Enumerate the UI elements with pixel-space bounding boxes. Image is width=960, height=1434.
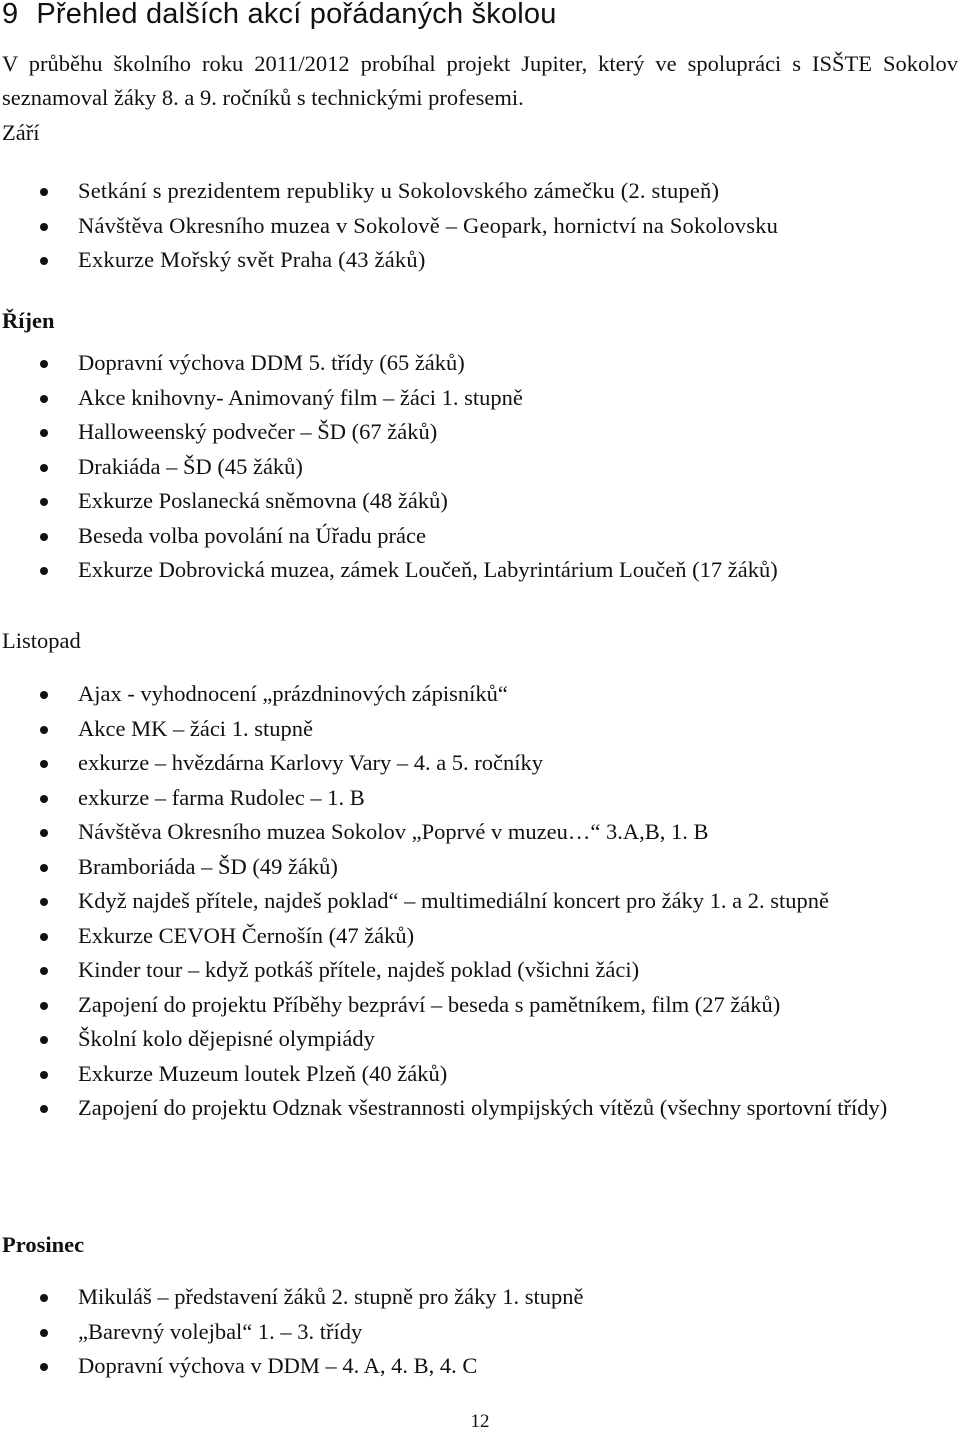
bullet-icon	[40, 188, 48, 196]
bullet-icon	[40, 760, 48, 768]
list-item: Akce MK – žáci 1. stupně	[0, 712, 958, 747]
bullet-icon	[40, 223, 48, 231]
bullet-icon	[40, 257, 48, 265]
page-number: 12	[470, 1411, 490, 1432]
bullet-icon	[40, 1036, 48, 1044]
event-list-listopad	[0, 677, 960, 1126]
bullet-icon	[40, 498, 48, 506]
list-item: Beseda volba povolání na Úřadu práce	[0, 519, 958, 554]
bullet-icon	[40, 1329, 48, 1337]
list-item: Zapojení do projektu Odznak všestrannosti olympijských vítězů (všechny sportovní třídy)	[0, 1091, 958, 1126]
section-title: Přehled dalších akcí pořádaných školou	[36, 0, 557, 30]
section-heading	[2, 0, 557, 31]
bullet-icon	[40, 864, 48, 872]
list-item: Když najdeš přítele, najdeš poklad“ – multimediální koncert pro žáky 1. a 2. stupně	[0, 884, 958, 919]
list-item: Exkurze Poslanecká sněmovna (48 žáků)	[0, 484, 958, 519]
list-item: Zapojení do projektu Příběhy bezpráví – beseda s pamětníkem, film (27 žáků)	[0, 988, 958, 1023]
list-item: exkurze – farma Rudolec – 1. B	[0, 781, 958, 816]
event-list-rijen	[0, 346, 960, 588]
section-number: 9	[2, 0, 19, 30]
list-item: Kinder tour – když potkáš přítele, najdeš poklad (všichni žáci)	[0, 953, 958, 988]
bullet-icon	[40, 1363, 48, 1371]
bullet-icon	[40, 726, 48, 734]
list-item: Exkurze Dobrovická muzea, zámek Loučeň, Labyrintárium Loučeň (17 žáků)	[0, 553, 958, 588]
list-item: Halloweenský podvečer – ŠD (67 žáků)	[0, 415, 958, 450]
bullet-icon	[40, 464, 48, 472]
list-item: Návštěva Okresního muzea v Sokolově – Geopark, hornictví na Sokolovsku	[0, 209, 958, 244]
bullet-icon	[40, 898, 48, 906]
month-heading-prosinec: Prosinec	[2, 1232, 85, 1257]
list-item: Ajax - vyhodnocení „prázdninových zápisníků“	[0, 677, 958, 712]
bullet-icon	[40, 1294, 48, 1302]
bullet-icon	[40, 533, 48, 541]
bullet-icon	[40, 360, 48, 368]
list-item: Exkurze CEVOH Černošín (47 žáků)	[0, 919, 958, 954]
event-list-prosinec	[0, 1280, 960, 1384]
bullet-icon	[40, 1071, 48, 1079]
bullet-icon	[40, 1105, 48, 1113]
month-heading-rijen: Říjen	[2, 308, 55, 333]
bullet-icon	[40, 691, 48, 699]
list-item: Dopravní výchova v DDM – 4. A, 4. B, 4. C	[0, 1349, 958, 1384]
bullet-icon	[40, 829, 48, 837]
bullet-icon	[40, 933, 48, 941]
list-item: Setkání s prezidentem republiky u Sokolovského zámečku (2. stupeň)	[0, 174, 958, 209]
bullet-icon	[40, 429, 48, 437]
list-item: Exkurze Mořský svět Praha (43 žáků)	[0, 243, 958, 278]
list-item: Akce knihovny- Animovaný film – žáci 1. stupně	[0, 381, 958, 416]
bullet-icon	[40, 1002, 48, 1010]
list-item: Dopravní výchova DDM 5. třídy (65 žáků)	[0, 346, 958, 381]
event-list-zari	[0, 174, 960, 278]
bullet-icon	[40, 967, 48, 975]
month-heading-zari: Září	[2, 120, 40, 145]
bullet-icon	[40, 795, 48, 803]
intro-paragraph: V průběhu školního roku 2011/2012 probíhal projekt Jupiter, který ve spolupráci s ISŠTE Sokolov seznamoval žáky 8. a 9. ročníků s technickými profesemi.	[2, 51, 958, 110]
list-item: Bramboriáda – ŠD (49 žáků)	[0, 850, 958, 885]
list-item: Návštěva Okresního muzea Sokolov „Poprvé v muzeu…“ 3.A,B, 1. B	[0, 815, 958, 850]
list-item: exkurze – hvězdárna Karlovy Vary – 4. a 5. ročníky	[0, 746, 958, 781]
list-item: Mikuláš – představení žáků 2. stupně pro žáky 1. stupně	[0, 1280, 958, 1315]
bullet-icon	[40, 567, 48, 575]
list-item: Drakiáda – ŠD (45 žáků)	[0, 450, 958, 485]
list-item: Školní kolo dějepisné olympiády	[0, 1022, 958, 1057]
month-heading-listopad: Listopad	[2, 628, 81, 653]
bullet-icon	[40, 395, 48, 403]
list-item: „Barevný volejbal“ 1. – 3. třídy	[0, 1315, 958, 1350]
list-item: Exkurze Muzeum loutek Plzeň (40 žáků)	[0, 1057, 958, 1092]
